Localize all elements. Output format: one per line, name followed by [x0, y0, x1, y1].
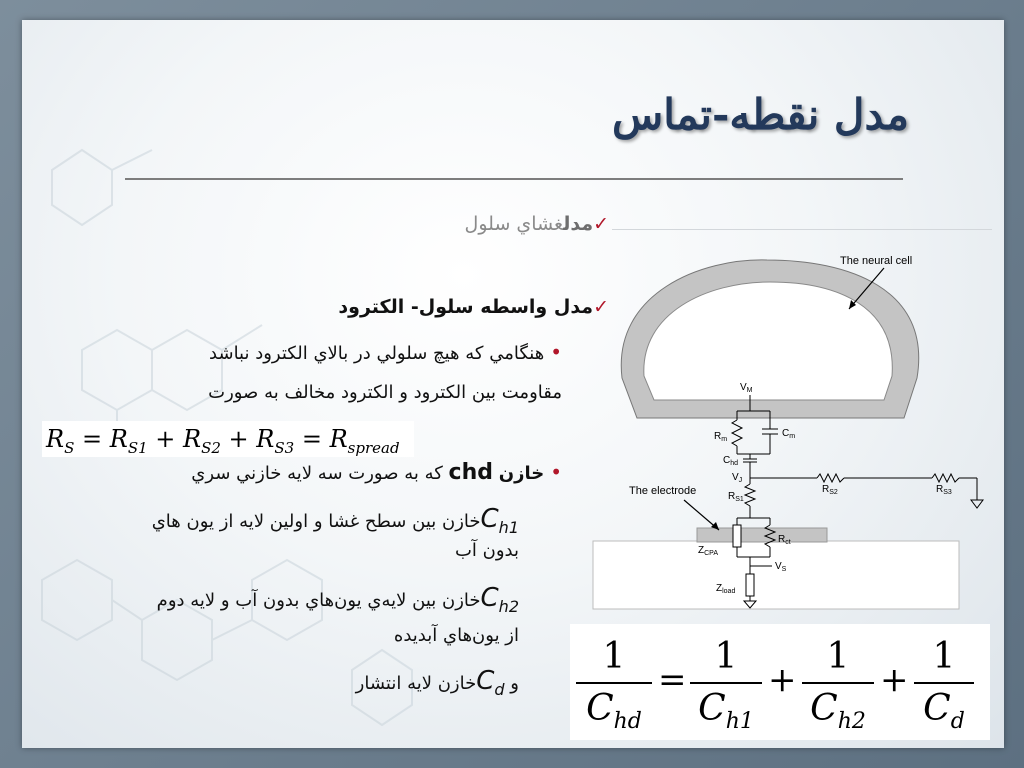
label-vj: $V_J$: [732, 472, 743, 484]
electrode-pad: [697, 528, 827, 542]
bullet-cell-bold: مدل: [563, 213, 594, 235]
rs-equation: $R_S = R_{S1} + R_{S2} + R_{S3} = R_{spread}$: [42, 421, 414, 457]
rs-term-1: $R_{S1}$: [109, 425, 148, 457]
bullet-electrode-text: مدل واسطه سلول- الكترود: [338, 296, 594, 318]
ch1-text: خازن بين سطح غشا و اولين لايه از يون هاي: [151, 511, 481, 532]
frac-chd: 1 $C_{hd}$: [576, 634, 652, 732]
checkmark-icon: ✓: [593, 213, 609, 235]
ch2-text: خازن بين لايه‌ي يون‌هاي بدون آب و لايه دوم: [156, 590, 481, 611]
label-rct: $R_{ct}$: [778, 534, 791, 546]
cd-text: خازن لايه انتشار: [355, 673, 477, 694]
cd-prefix: و: [510, 673, 519, 694]
guide-line: [612, 229, 992, 230]
ch2-line: [157, 583, 519, 616]
bullet-dot-icon: •: [550, 460, 562, 484]
label-rs1: $R_{S1}$: [728, 491, 744, 503]
bullet-electrode-model: [338, 296, 609, 318]
label-rm: $R_m$: [714, 431, 728, 443]
frac-ch1: 1 $C_{h1}$: [690, 634, 762, 732]
cd-symbol: $C_d$: [476, 666, 505, 700]
slide-title: مدل نقطه-تماس: [611, 90, 909, 139]
label-vs: $V_S$: [775, 561, 787, 573]
electrode-substrate: [593, 541, 959, 609]
chd-bold-prefix: خازن: [498, 463, 545, 484]
label-cm: $C_m$: [782, 428, 796, 440]
label-neural-cell: The neural cell: [840, 255, 913, 267]
frac-cd: 1 $C_d$: [914, 634, 974, 732]
sub-bullet-continuation: مقاومت بين الكترود و الكترود مخالف به صورت: [208, 382, 562, 403]
plus-sign: +: [880, 660, 909, 700]
label-zload: $Z_{load}$: [716, 583, 736, 595]
frac-ch2: 1 $C_{h2}$: [802, 634, 874, 732]
label-rs3: $R_{S3}$: [936, 484, 952, 496]
rs-term-spread: $R_{spread}$: [329, 425, 400, 457]
checkmark-icon: ✓: [593, 296, 609, 318]
sub-bullet-no-cell-text: هنگامي كه هيچ سلولي در بالاي الكترود نباشد: [209, 343, 545, 364]
bullet-cell-text: غشاي سلول: [464, 213, 564, 235]
ch1-line: [152, 504, 519, 537]
cd-line: [356, 666, 519, 699]
label-chd: $C_{hd}$: [723, 455, 739, 467]
content-panel: [22, 20, 1004, 748]
ch2-continuation: از يون‌هاي آبديده: [393, 625, 519, 646]
sub-bullet-no-cell: [209, 340, 562, 364]
sub-bullet-chd: [191, 460, 562, 485]
ch1-symbol: $C_{h1}$: [480, 504, 519, 538]
circuit-diagram: [592, 248, 992, 610]
bullet-cell-model: [465, 213, 609, 235]
ch1-continuation: بدون آب: [454, 540, 519, 561]
ch2-symbol: $C_{h2}$: [480, 583, 519, 617]
rs-lhs: $R_S$: [46, 425, 75, 457]
bullet-dot-icon: •: [550, 340, 562, 364]
title-divider: [125, 178, 903, 180]
chd-equation: [570, 624, 990, 740]
equals-sign: =: [658, 660, 687, 700]
rs-term-2: $R_{S2}$: [183, 425, 221, 457]
label-rs2: $R_{S2}$: [822, 484, 838, 496]
label-zcpa: $Z_{CPA}$: [698, 545, 718, 557]
rs-term-3: $R_{S3}$: [256, 425, 295, 457]
label-electrode: The electrode: [629, 485, 697, 497]
label-vm: $V_M$: [740, 382, 753, 394]
chd-latin: chd: [448, 460, 493, 485]
plus-sign: +: [768, 660, 797, 700]
chd-description: كه به صورت سه لايه خازني سري: [191, 463, 443, 484]
ground-icon: [971, 500, 983, 508]
